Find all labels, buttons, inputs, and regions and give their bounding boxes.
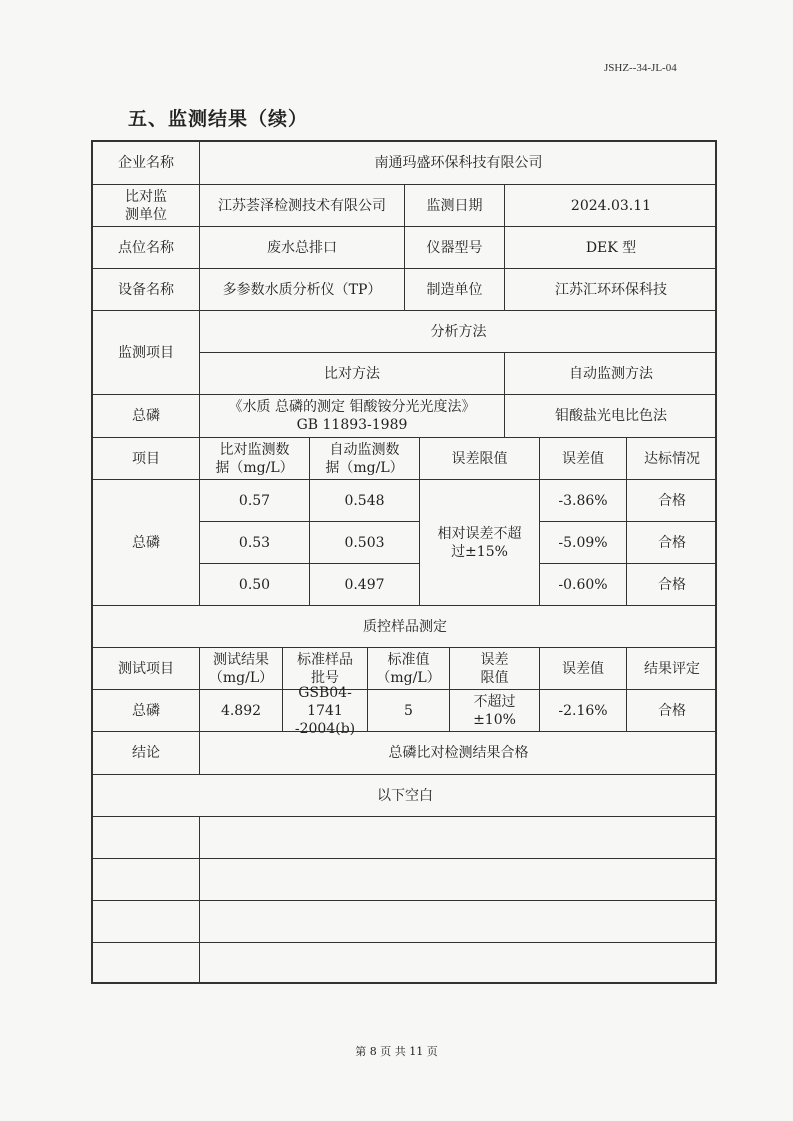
monitor-item-label: 监测项目: [93, 311, 200, 395]
qc-header-result: 测试结果 （mg/L）: [200, 648, 283, 690]
table-cell: 5: [368, 690, 450, 732]
results-header-status: 达标情况: [627, 438, 717, 480]
point-value: 废水总排口: [200, 227, 405, 269]
tp-method-label: 总磷: [93, 395, 200, 438]
table-cell: 0.50: [200, 564, 310, 606]
empty-cell: [93, 817, 200, 859]
results-item: 总磷: [93, 480, 200, 606]
table-cell: -2.16%: [540, 690, 627, 732]
table-cell: 0.503: [310, 522, 420, 564]
company-label: 企业名称: [93, 142, 200, 185]
compare-unit-label: 比对监 测单位: [93, 185, 200, 227]
qc-header-error: 误差值: [540, 648, 627, 690]
table-cell: -5.09%: [540, 522, 627, 564]
results-header-limit: 误差限值: [420, 438, 540, 480]
empty-cell: [93, 859, 200, 901]
qc-header-limit: 误差 限值: [450, 648, 540, 690]
point-label: 点位名称: [93, 227, 200, 269]
qc-title: 质控样品测定: [93, 606, 717, 648]
table-cell: 0.548: [310, 480, 420, 522]
empty-cell: [200, 901, 717, 943]
monitoring-results-table: [91, 140, 717, 984]
blank-note: 以下空白: [93, 775, 717, 817]
tp-auto-method: 钼酸盐光电比色法: [505, 395, 717, 438]
model-label: 仪器型号: [405, 227, 505, 269]
qc-header-item: 测试项目: [93, 648, 200, 690]
tp-compare-method: 《水质 总磷的测定 钼酸铵分光光度法》 GB 11893-1989: [200, 395, 505, 438]
empty-cell: [93, 901, 200, 943]
results-limit: 相对误差不超 过±15%: [420, 480, 540, 606]
empty-cell: [93, 943, 200, 982]
table-cell: 4.892: [200, 690, 283, 732]
table-cell: 0.53: [200, 522, 310, 564]
table-cell: -0.60%: [540, 564, 627, 606]
monitor-date-label: 监测日期: [405, 185, 505, 227]
conclusion-value: 总磷比对检测结果合格: [200, 732, 717, 775]
table-cell: 合格: [627, 480, 717, 522]
maker-value: 江苏汇环环保科技: [505, 269, 717, 311]
table-cell: -3.86%: [540, 480, 627, 522]
monitor-date-value: 2024.03.11: [505, 185, 717, 227]
model-value: DEK 型: [505, 227, 717, 269]
page-number: 第 8 页 共 11 页: [355, 1045, 438, 1058]
table-cell: 0.57: [200, 480, 310, 522]
section-title: 五、监测结果（续）: [128, 108, 309, 130]
compare-unit-value: 江苏荟泽检测技术有限公司: [200, 185, 405, 227]
qc-header-standard: 标准值 （mg/L）: [368, 648, 450, 690]
document-code: JSHZ--34-JL-04: [604, 62, 677, 74]
device-value: 多参数水质分析仪（TP）: [200, 269, 405, 311]
table-cell: GSB04-1741 -2004(b): [283, 690, 368, 732]
results-header-auto: 自动监测数 据（mg/L）: [310, 438, 420, 480]
device-label: 设备名称: [93, 269, 200, 311]
analysis-method-header: 分析方法: [200, 311, 717, 353]
compare-method-header: 比对方法: [200, 353, 505, 395]
table-cell: 合格: [627, 564, 717, 606]
qc-header-batch: 标准样品 批号: [283, 648, 368, 690]
company-value: 南通玛盛环保科技有限公司: [200, 142, 717, 185]
table-cell: 0.497: [310, 564, 420, 606]
qc-header-evaluation: 结果评定: [627, 648, 717, 690]
results-header-item: 项目: [93, 438, 200, 480]
table-cell: 不超过 ±10%: [450, 690, 540, 732]
table-cell: 合格: [627, 522, 717, 564]
empty-cell: [200, 817, 717, 859]
conclusion-label: 结论: [93, 732, 200, 775]
results-header-error: 误差值: [540, 438, 627, 480]
empty-cell: [200, 859, 717, 901]
table-cell: 合格: [627, 690, 717, 732]
empty-cell: [200, 943, 717, 982]
results-header-compare: 比对监测数 据（mg/L）: [200, 438, 310, 480]
maker-label: 制造单位: [405, 269, 505, 311]
table-cell: 总磷: [93, 690, 200, 732]
auto-method-header: 自动监测方法: [505, 353, 717, 395]
